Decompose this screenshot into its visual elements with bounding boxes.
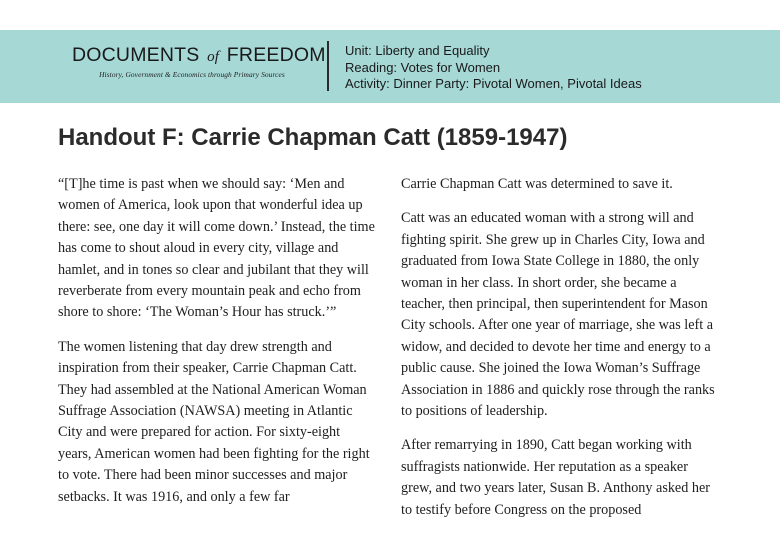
documents-of-freedom-logo (72, 44, 326, 79)
handout-title: Handout F: Carrie Chapman Catt (1859-1947) (58, 124, 568, 151)
body-paragraph: Carrie Chapman Catt was determined to save it. (401, 176, 673, 192)
header-banner (0, 30, 780, 103)
opening-quote-paragraph: “[T]he time is past when we should say: ‘Men and women of America, look upon that wonderful idea up there: see, one day it will come down.’ Instead, the time has come to shout aloud in every city, village and hamlet, and in tones so clear and jubilant that they will reverberate from every mountain peak and echo from shore to shore: ‘The Woman’s Hour has struck.’” (58, 176, 375, 321)
left-column (58, 174, 376, 521)
logo-title-freedom: FREEDOM (226, 44, 326, 66)
body-paragraph: Catt was an educated woman with a strong will and fighting spirit. She grew up in Charles City, Iowa and graduated from Iowa State College in 1880, the only woman in her class. In short order, she became a teacher, then principal, then superintendent for Mason City schools. After one year of marriage, she was left a widow, and decided to devote her time and energy to a public cause. She joined the Iowa Woman’s Suffrage Association in 1886 and quickly rose through the ranks to positions of leadership. (401, 210, 715, 420)
logo-title-of: of (207, 49, 220, 65)
right-column (401, 174, 716, 534)
activity-label: Activity: Dinner Party: Pivotal Women, Pivotal Ideas (345, 76, 642, 91)
unit-label: Unit: Liberty and Equality (345, 43, 490, 58)
body-paragraph: After remarrying in 1890, Catt began working with suffragists nationwide. Her reputation as a speaker grew, and two years later, Susan B. Anthony asked her to testify before Congress on the proposed (401, 437, 710, 518)
unit-info (345, 43, 642, 93)
logo-title-documents: DOCUMENTS (72, 44, 200, 66)
reading-label: Reading: Votes for Women (345, 59, 501, 75)
logo-title (72, 44, 326, 68)
logo-subtitle: History, Government & Economics through Primary Sources (99, 70, 285, 79)
body-paragraph: The women listening that day drew strength and inspiration from their speaker, Carrie Chapman Catt. They had assembled at the National American Woman Suffrage Association (NAWSA) meeting in Atlantic City and were prepared for action. For sixty-eight years, American women had been fighting for the right to vote. There had been minor successes and major setbacks. It was 1916, and only a few far (58, 338, 370, 505)
header-divider (327, 41, 329, 91)
